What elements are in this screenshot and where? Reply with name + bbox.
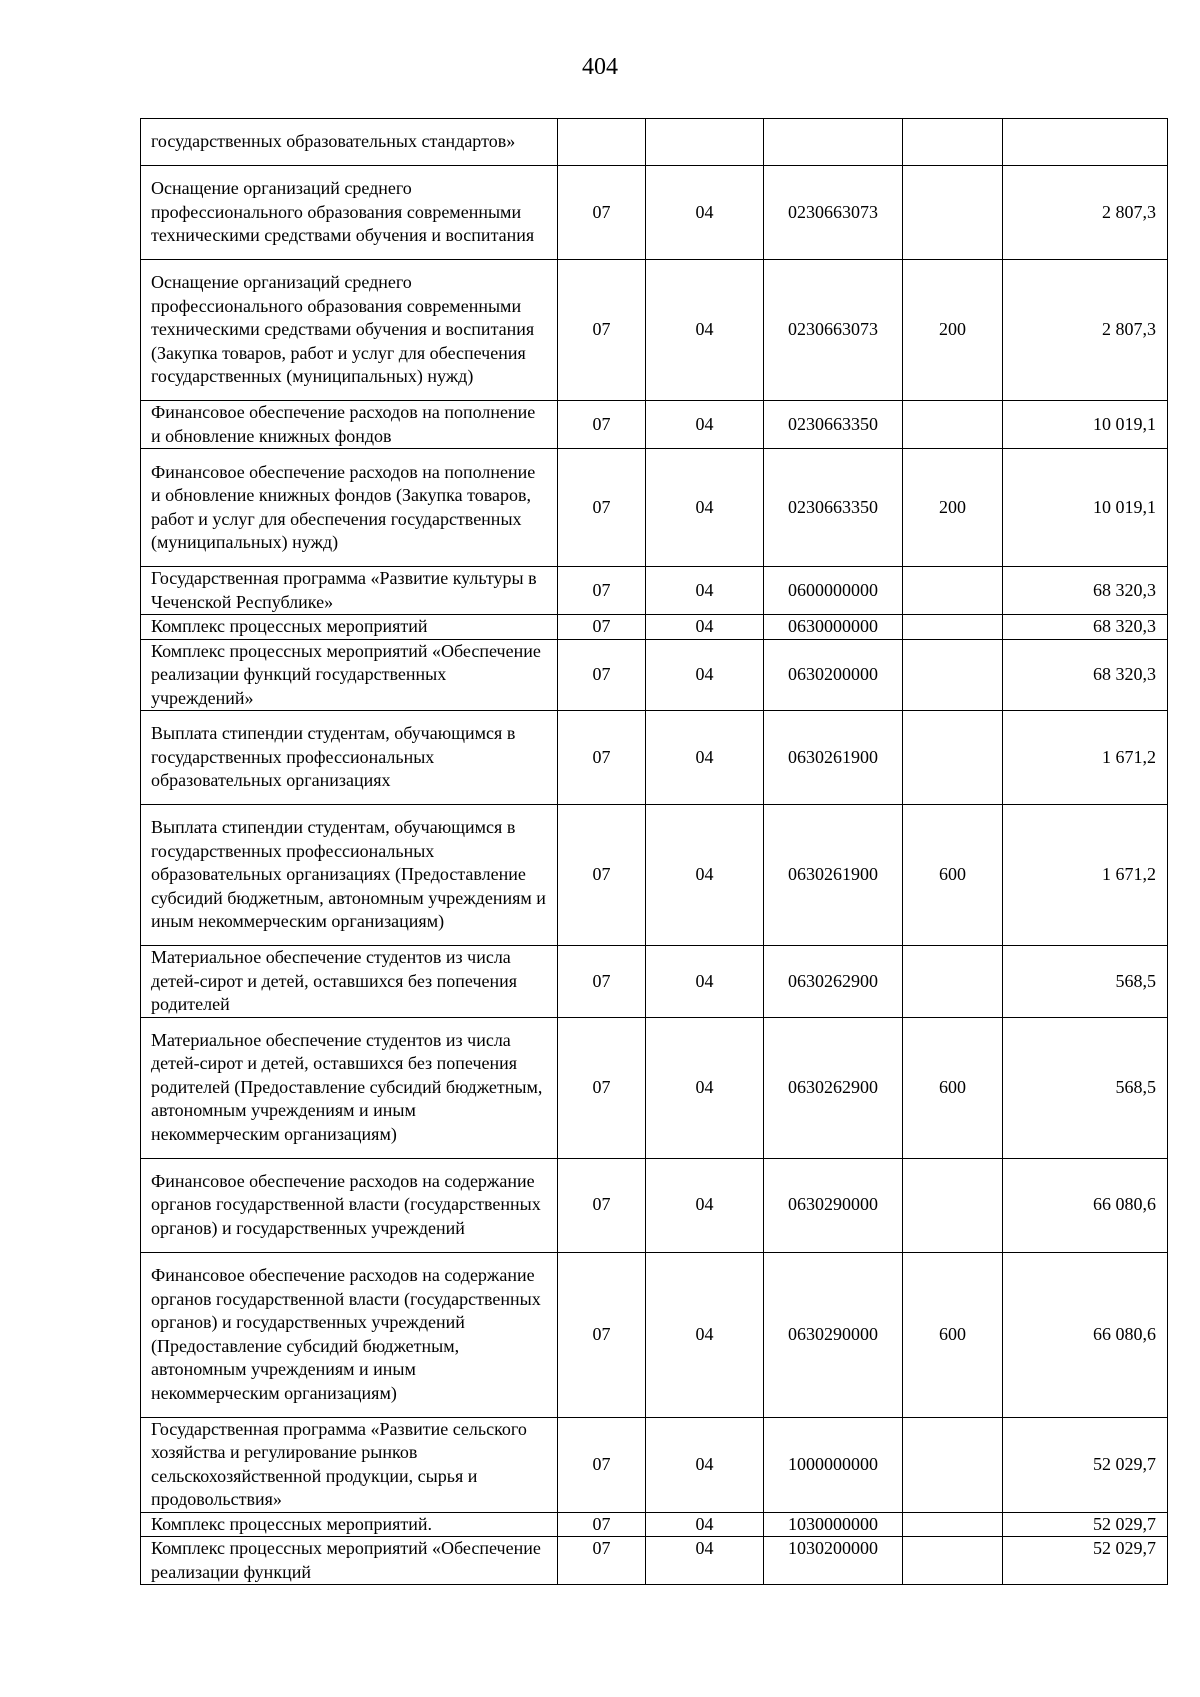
row-section: 07 bbox=[558, 567, 646, 615]
page-number: 404 bbox=[582, 54, 618, 80]
table-row bbox=[141, 401, 1168, 449]
table-row bbox=[141, 166, 1168, 260]
row-target-article bbox=[764, 119, 903, 166]
budget-table bbox=[140, 118, 1168, 1585]
row-amount: 2 807,3 bbox=[1003, 260, 1168, 401]
table-row bbox=[141, 1512, 1168, 1537]
table-row bbox=[141, 711, 1168, 805]
table-row bbox=[141, 805, 1168, 946]
row-section: 07 bbox=[558, 1158, 646, 1252]
row-section bbox=[558, 119, 646, 166]
row-name: Оснащение организаций среднего профессионального образования современными техническими средствами обучения и воспитания bbox=[141, 166, 558, 260]
row-expense-type bbox=[903, 946, 1003, 1018]
row-target-article: 0230663073 bbox=[764, 166, 903, 260]
row-section: 07 bbox=[558, 805, 646, 946]
row-name: Финансовое обеспечение расходов на пополнение и обновление книжных фондов bbox=[141, 401, 558, 449]
row-expense-type bbox=[903, 401, 1003, 449]
row-expense-type: 600 bbox=[903, 1017, 1003, 1158]
row-section: 07 bbox=[558, 260, 646, 401]
table-row bbox=[141, 1537, 1168, 1585]
row-expense-type bbox=[903, 1512, 1003, 1537]
row-amount: 52 029,7 bbox=[1003, 1417, 1168, 1512]
row-subsection: 04 bbox=[646, 567, 764, 615]
row-name: Государственная программа «Развитие сельского хозяйства и регулирование рынков сельскохозяйственной продукции, сырья и продовольствия» bbox=[141, 1417, 558, 1512]
table-row bbox=[141, 1252, 1168, 1417]
row-section: 07 bbox=[558, 449, 646, 567]
row-target-article: 0630261900 bbox=[764, 711, 903, 805]
row-expense-type: 200 bbox=[903, 260, 1003, 401]
row-name: Финансовое обеспечение расходов на содержание органов государственной власти (государственных органов) и государственных учреждений (Предоставление субсидий бюджетным, автономным учреждениям и иным некоммерческим организациям) bbox=[141, 1252, 558, 1417]
row-amount: 52 029,7 bbox=[1003, 1512, 1168, 1537]
row-target-article: 0600000000 bbox=[764, 567, 903, 615]
row-amount: 66 080,6 bbox=[1003, 1252, 1168, 1417]
row-expense-type bbox=[903, 1158, 1003, 1252]
row-subsection: 04 bbox=[646, 1252, 764, 1417]
row-amount: 10 019,1 bbox=[1003, 401, 1168, 449]
row-subsection: 04 bbox=[646, 946, 764, 1018]
row-subsection: 04 bbox=[646, 1017, 764, 1158]
row-expense-type bbox=[903, 567, 1003, 615]
row-expense-type bbox=[903, 615, 1003, 640]
row-amount: 68 320,3 bbox=[1003, 639, 1168, 711]
row-subsection: 04 bbox=[646, 1537, 764, 1585]
row-amount bbox=[1003, 119, 1168, 166]
row-target-article: 1030200000 bbox=[764, 1537, 903, 1585]
row-target-article: 0630262900 bbox=[764, 1017, 903, 1158]
row-subsection: 04 bbox=[646, 615, 764, 640]
table-row bbox=[141, 449, 1168, 567]
table-row bbox=[141, 639, 1168, 711]
table-row bbox=[141, 1017, 1168, 1158]
row-name: Комплекс процессных мероприятий bbox=[141, 615, 558, 640]
row-target-article: 0630290000 bbox=[764, 1252, 903, 1417]
table-row bbox=[141, 260, 1168, 401]
row-subsection: 04 bbox=[646, 711, 764, 805]
row-expense-type: 600 bbox=[903, 1252, 1003, 1417]
row-target-article: 0230663350 bbox=[764, 449, 903, 567]
row-expense-type bbox=[903, 166, 1003, 260]
row-subsection: 04 bbox=[646, 449, 764, 567]
row-amount: 10 019,1 bbox=[1003, 449, 1168, 567]
row-target-article: 0630000000 bbox=[764, 615, 903, 640]
row-name: Выплата стипендии студентам, обучающимся в государственных профессиональных образовательных организациях bbox=[141, 711, 558, 805]
row-section: 07 bbox=[558, 946, 646, 1018]
table-row bbox=[141, 567, 1168, 615]
row-section: 07 bbox=[558, 711, 646, 805]
row-subsection bbox=[646, 119, 764, 166]
row-name: Государственная программа «Развитие культуры в Чеченской Республике» bbox=[141, 567, 558, 615]
row-section: 07 bbox=[558, 1252, 646, 1417]
row-name: Финансовое обеспечение расходов на содержание органов государственной власти (государственных органов) и государственных учреждений bbox=[141, 1158, 558, 1252]
row-section: 07 bbox=[558, 166, 646, 260]
table-row bbox=[141, 946, 1168, 1018]
row-target-article: 1000000000 bbox=[764, 1417, 903, 1512]
row-amount: 68 320,3 bbox=[1003, 615, 1168, 640]
row-section: 07 bbox=[558, 1512, 646, 1537]
row-target-article: 0630261900 bbox=[764, 805, 903, 946]
row-expense-type bbox=[903, 639, 1003, 711]
row-expense-type bbox=[903, 711, 1003, 805]
row-name: Материальное обеспечение студентов из числа детей-сирот и детей, оставшихся без попечения родителей bbox=[141, 946, 558, 1018]
row-subsection: 04 bbox=[646, 1512, 764, 1537]
table-row bbox=[141, 119, 1168, 166]
row-name: Комплекс процессных мероприятий. bbox=[141, 1512, 558, 1537]
row-section: 07 bbox=[558, 1537, 646, 1585]
row-name: Материальное обеспечение студентов из числа детей-сирот и детей, оставшихся без попечения родителей (Предоставление субсидий бюджетным, автономным учреждениям и иным некоммерческим организациям) bbox=[141, 1017, 558, 1158]
row-target-article: 0230663350 bbox=[764, 401, 903, 449]
row-section: 07 bbox=[558, 1417, 646, 1512]
row-amount: 1 671,2 bbox=[1003, 805, 1168, 946]
row-amount: 2 807,3 bbox=[1003, 166, 1168, 260]
table-row bbox=[141, 1158, 1168, 1252]
row-amount: 1 671,2 bbox=[1003, 711, 1168, 805]
row-section: 07 bbox=[558, 1017, 646, 1158]
row-amount: 52 029,7 bbox=[1003, 1537, 1168, 1585]
row-amount: 68 320,3 bbox=[1003, 567, 1168, 615]
row-subsection: 04 bbox=[646, 805, 764, 946]
row-target-article: 0630200000 bbox=[764, 639, 903, 711]
row-subsection: 04 bbox=[646, 401, 764, 449]
row-expense-type bbox=[903, 119, 1003, 166]
row-target-article: 0630262900 bbox=[764, 946, 903, 1018]
row-name: Комплекс процессных мероприятий «Обеспечение реализации функций bbox=[141, 1537, 558, 1585]
row-section: 07 bbox=[558, 401, 646, 449]
row-name: Комплекс процессных мероприятий «Обеспечение реализации функций государственных учреждений» bbox=[141, 639, 558, 711]
table-row bbox=[141, 1417, 1168, 1512]
row-subsection: 04 bbox=[646, 260, 764, 401]
row-expense-type bbox=[903, 1537, 1003, 1585]
row-section: 07 bbox=[558, 615, 646, 640]
row-subsection: 04 bbox=[646, 166, 764, 260]
row-amount: 568,5 bbox=[1003, 1017, 1168, 1158]
row-subsection: 04 bbox=[646, 1158, 764, 1252]
row-name: государственных образовательных стандартов» bbox=[141, 119, 558, 166]
row-name: Оснащение организаций среднего профессионального образования современными техническими средствами обучения и воспитания (Закупка товаров, работ и услуг для обеспечения государственных (муниципальных) нужд) bbox=[141, 260, 558, 401]
row-expense-type: 600 bbox=[903, 805, 1003, 946]
row-name: Финансовое обеспечение расходов на пополнение и обновление книжных фондов (Закупка товаров, работ и услуг для обеспечения государственных (муниципальных) нужд) bbox=[141, 449, 558, 567]
row-amount: 568,5 bbox=[1003, 946, 1168, 1018]
row-target-article: 0230663073 bbox=[764, 260, 903, 401]
row-target-article: 0630290000 bbox=[764, 1158, 903, 1252]
row-target-article: 1030000000 bbox=[764, 1512, 903, 1537]
row-subsection: 04 bbox=[646, 639, 764, 711]
table-row bbox=[141, 615, 1168, 640]
row-expense-type: 200 bbox=[903, 449, 1003, 567]
row-amount: 66 080,6 bbox=[1003, 1158, 1168, 1252]
row-expense-type bbox=[903, 1417, 1003, 1512]
row-subsection: 04 bbox=[646, 1417, 764, 1512]
row-section: 07 bbox=[558, 639, 646, 711]
row-name: Выплата стипендии студентам, обучающимся в государственных профессиональных образовательных организациях (Предоставление субсидий бюджетным, автономным учреждениям и иным некоммерческим организациям) bbox=[141, 805, 558, 946]
